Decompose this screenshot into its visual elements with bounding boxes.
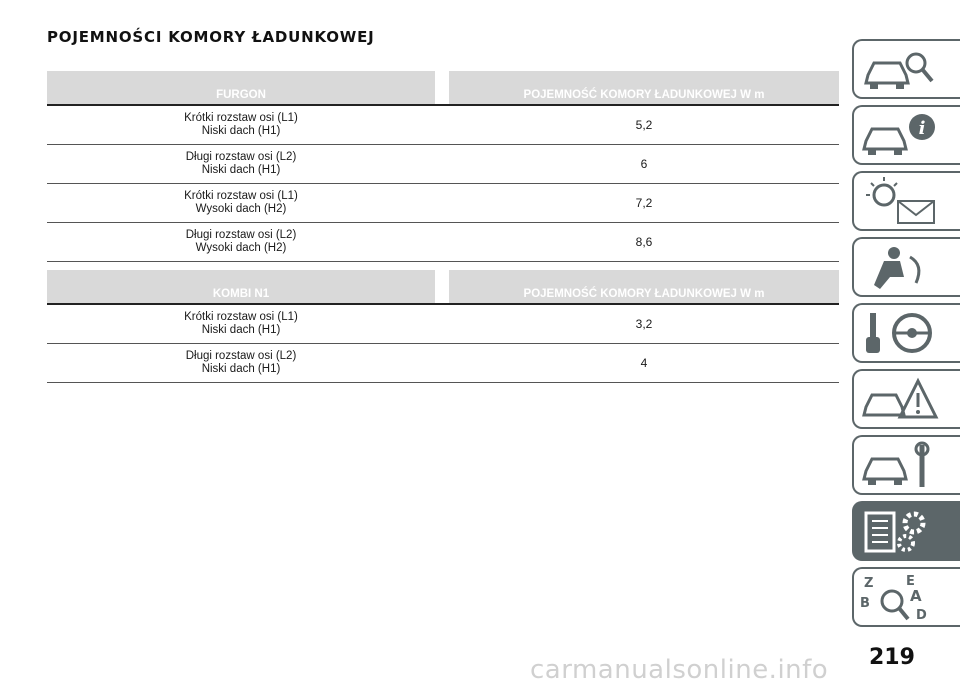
specs-gears-icon (860, 507, 940, 557)
capacity-value: 6 (449, 145, 839, 184)
svg-text:Z: Z (864, 576, 874, 591)
tab-technical-specifications[interactable] (852, 501, 960, 561)
svg-text:i: i (918, 118, 926, 139)
tab-car-info[interactable] (852, 105, 960, 165)
capacity-value: 5,2 (449, 105, 839, 145)
kombi-capacity-table (47, 270, 839, 383)
page-number: 219 (869, 645, 915, 670)
table-row (47, 105, 839, 145)
warning-light-message-icon (860, 177, 940, 227)
key-steering-wheel-icon (860, 309, 940, 359)
column-header-vehicle: KOMBI N1 (47, 270, 435, 304)
car-info-icon (860, 111, 940, 161)
wheelbase-label: Długi rozstaw osi (L2) (185, 151, 297, 163)
tab-starting-driving[interactable] (852, 303, 960, 363)
wheelbase-label: Krótki rozstaw osi (L1) (184, 112, 298, 124)
table-row (47, 184, 839, 223)
wheelbase-label: Długi rozstaw osi (L2) (185, 350, 297, 362)
watermark: carmanualsonline.info (530, 655, 829, 685)
svg-text:B: B (860, 596, 870, 611)
wheelbase-label: Krótki rozstaw osi (L1) (184, 190, 298, 202)
roof-label: Wysoki dach (H2) (195, 203, 287, 215)
roof-label: Niski dach (H1) (201, 164, 281, 176)
roof-label: Wysoki dach (H2) (195, 242, 287, 254)
roof-label: Niski dach (H1) (201, 363, 281, 375)
tab-car-search[interactable] (852, 39, 960, 99)
car-wrench-icon (860, 441, 940, 491)
svg-text:A: A (910, 587, 922, 605)
tab-index[interactable] (852, 567, 960, 627)
tab-warning-lights[interactable] (852, 171, 960, 231)
capacity-value: 7,2 (449, 184, 839, 223)
car-warning-triangle-icon (860, 375, 940, 425)
car-search-icon (860, 45, 940, 95)
capacity-value: 8,6 (449, 223, 839, 262)
tab-emergency[interactable] (852, 369, 960, 429)
alphabet-index-search-icon (860, 573, 940, 623)
table-row (47, 145, 839, 184)
column-header-vehicle: FURGON (47, 71, 435, 105)
wheelbase-label: Krótki rozstaw osi (L1) (184, 311, 298, 323)
column-header-capacity: POJEMNOŚĆ KOMORY ŁADUNKOWEJ W m (449, 270, 839, 304)
capacity-value: 4 (449, 344, 839, 383)
tab-maintenance[interactable] (852, 435, 960, 495)
capacity-value: 3,2 (449, 304, 839, 344)
table-row (47, 304, 839, 344)
roof-label: Niski dach (H1) (201, 324, 281, 336)
table-row (47, 344, 839, 383)
column-header-capacity: POJEMNOŚĆ KOMORY ŁADUNKOWEJ W m (449, 71, 839, 105)
page-title: POJEMNOŚCI KOMORY ŁADUNKOWEJ (47, 28, 375, 46)
tab-safety[interactable] (852, 237, 960, 297)
table-row (47, 223, 839, 262)
furgon-capacity-table (47, 71, 839, 262)
svg-text:E: E (906, 574, 915, 589)
svg-text:D: D (916, 608, 927, 623)
seat-airbag-icon (860, 243, 940, 293)
roof-label: Niski dach (H1) (201, 125, 281, 137)
wheelbase-label: Długi rozstaw osi (L2) (185, 229, 297, 241)
